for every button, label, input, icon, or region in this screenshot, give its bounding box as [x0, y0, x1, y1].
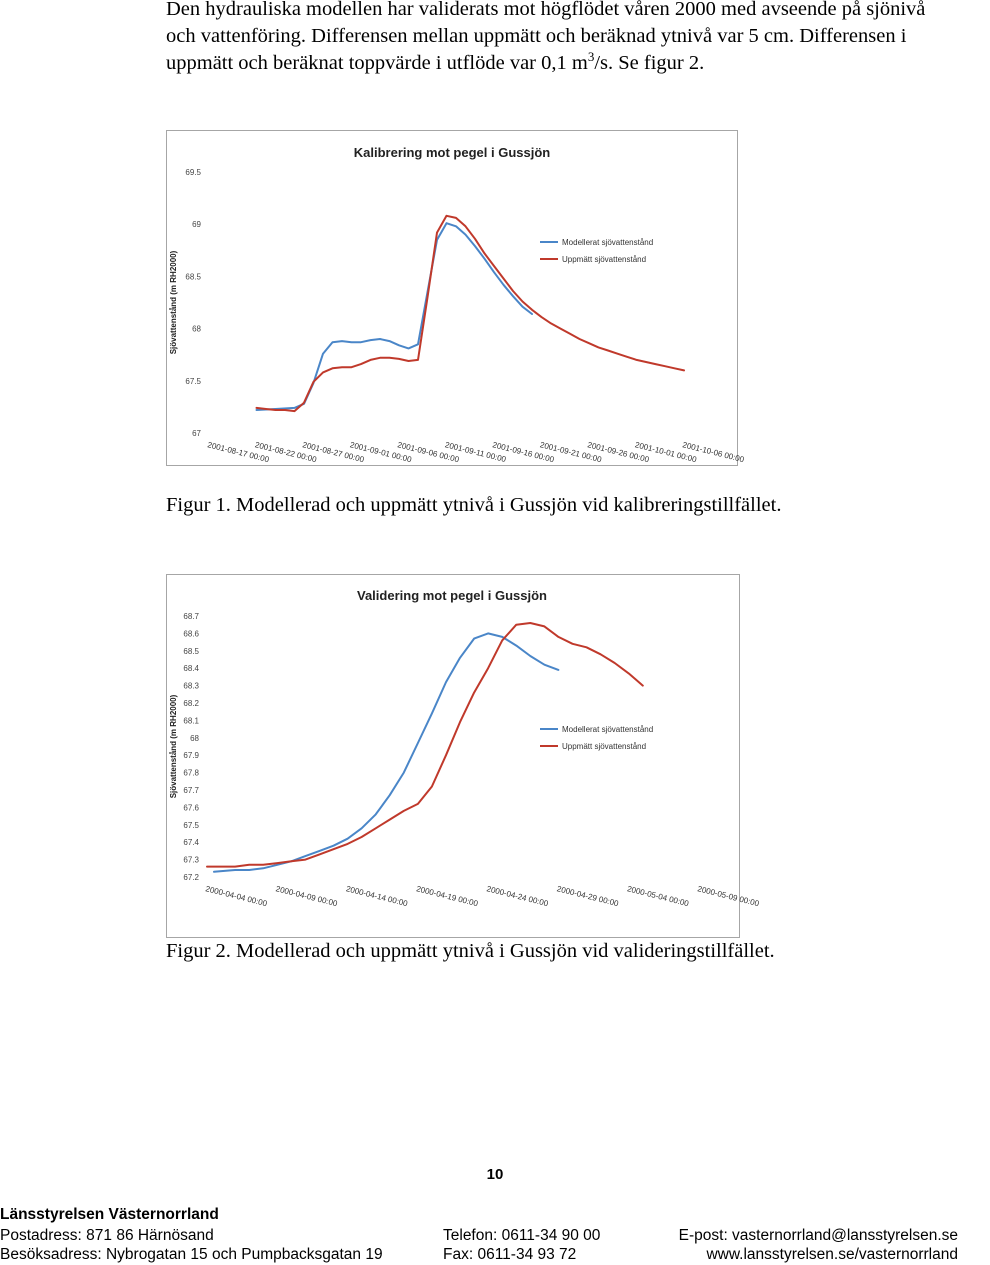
y-tick-label: 67.2: [183, 873, 199, 882]
x-tick-label: 2001-09-11 00:00: [444, 440, 507, 465]
chart-title: Validering mot pegel i Gussjön: [357, 588, 547, 603]
x-tick-label: 2001-08-22 00:00: [254, 440, 318, 465]
y-tick-label: 67.9: [183, 751, 199, 761]
x-tick-label: 2001-09-01 00:00: [349, 440, 413, 465]
y-tick-label: 67.6: [183, 803, 199, 813]
x-tick-label: 2001-10-06 00:00: [681, 440, 745, 465]
y-tick-label: 67.5: [183, 820, 199, 830]
y-tick-label: 67: [192, 429, 201, 438]
y-tick-label: 69.5: [185, 168, 201, 177]
y-tick-label: 69: [192, 220, 201, 230]
y-tick-label: 68: [190, 733, 199, 743]
legend-label-measured: Uppmätt sjövattenstånd: [562, 255, 647, 264]
y-tick-label: 67.5: [185, 376, 201, 386]
legend-label-modelled: Modellerat sjövattenstånd: [562, 725, 654, 734]
calibration-chart-svg: [167, 131, 745, 465]
footer-postal-address: Postadress: 871 86 Härnösand: [0, 1227, 214, 1244]
footer-org-name: Länsstyrelsen Västernorrland: [0, 1206, 219, 1223]
x-tick-label: 2000-04-09 00:00: [274, 884, 339, 909]
page-number: 10: [486, 1166, 504, 1183]
intro-paragraph: [166, 0, 926, 77]
intro-superscript: 3: [587, 49, 595, 65]
intro-text-end: /s. Se figur 2.: [594, 52, 705, 74]
x-tick-label: 2000-04-24 00:00: [485, 884, 550, 909]
x-tick-label: 2000-05-09 00:00: [696, 884, 760, 909]
x-tick-label: 2001-09-26 00:00: [586, 440, 650, 465]
y-axis-label: Sjövattenstånd (m RH2000): [169, 694, 178, 799]
x-tick-label: 2000-04-14 00:00: [345, 884, 409, 909]
legend-label-measured: Uppmätt sjövattenstånd: [562, 742, 647, 751]
y-tick-label: 67.4: [183, 838, 199, 848]
series-line-modelled: [257, 223, 533, 410]
validation-chart: [166, 574, 760, 938]
x-tick-label: 2001-08-17 00:00: [206, 440, 270, 465]
y-tick-label: 68.7: [183, 612, 199, 621]
y-tick-label: 67.7: [183, 786, 199, 795]
intro-text: Den hydrauliska modellen har validerats mot högflödet våren 2000 med avseende på sjönivå och vattenföring. Differensen mellan uppmätt och beräknad ytnivå var 5 cm. Differensen i uppmätt och beräknat toppvärde i utflöde var 0,1 m: [166, 0, 926, 74]
footer-visiting-address: Besöksadress: Nybrogatan 15 och Pumpbacksgatan 19: [0, 1246, 383, 1263]
calibration-chart: [166, 130, 745, 466]
x-tick-label: 2001-10-01 00:00: [634, 440, 698, 465]
x-tick-label: 2001-09-06 00:00: [396, 440, 460, 465]
x-tick-label: 2001-08-27 00:00: [301, 440, 365, 465]
footer-fax: Fax: 0611-34 93 72: [443, 1246, 577, 1263]
y-tick-label: 68.2: [183, 699, 199, 708]
legend-label-modelled: Modellerat sjövattenstånd: [562, 238, 654, 247]
x-tick-label: 2001-09-16 00:00: [491, 440, 555, 465]
validation-chart-svg: [167, 575, 760, 937]
y-tick-label: 68.6: [183, 629, 199, 639]
y-tick-label: 67.3: [183, 855, 199, 865]
figure-1-caption: Figur 1. Modellerad och uppmätt ytnivå i Gussjön vid kalibreringstillfället.: [166, 494, 782, 516]
chart-title: Kalibrering mot pegel i Gussjön: [353, 145, 551, 160]
footer-email: E-post: vasternorrland@lansstyrelsen.se: [678, 1227, 958, 1244]
y-tick-label: 68.5: [185, 272, 201, 282]
x-tick-label: 2000-04-29 00:00: [555, 884, 620, 909]
x-tick-label: 2000-04-19 00:00: [415, 884, 479, 909]
y-tick-label: 68.3: [183, 681, 199, 691]
y-tick-label: 68.4: [183, 664, 199, 674]
x-tick-label: 2000-05-04 00:00: [626, 884, 690, 909]
y-tick-label: 68: [192, 324, 201, 334]
x-tick-label: 2000-04-04 00:00: [204, 884, 268, 909]
y-axis-label: Sjövattenstånd (m RH2000): [169, 250, 178, 355]
series-line-modelled: [214, 633, 558, 871]
y-tick-label: 67.8: [183, 768, 199, 778]
y-tick-label: 68.1: [183, 716, 199, 726]
x-tick-label: 2001-09-21 00:00: [539, 440, 603, 465]
figure-2-caption: Figur 2. Modellerad och uppmätt ytnivå i Gussjön vid valideringstillfället.: [166, 940, 775, 962]
y-tick-label: 68.5: [183, 646, 199, 656]
footer-website: www.lansstyrelsen.se/vasternorrland: [706, 1246, 958, 1263]
footer-phone: Telefon: 0611-34 90 00: [443, 1227, 601, 1244]
